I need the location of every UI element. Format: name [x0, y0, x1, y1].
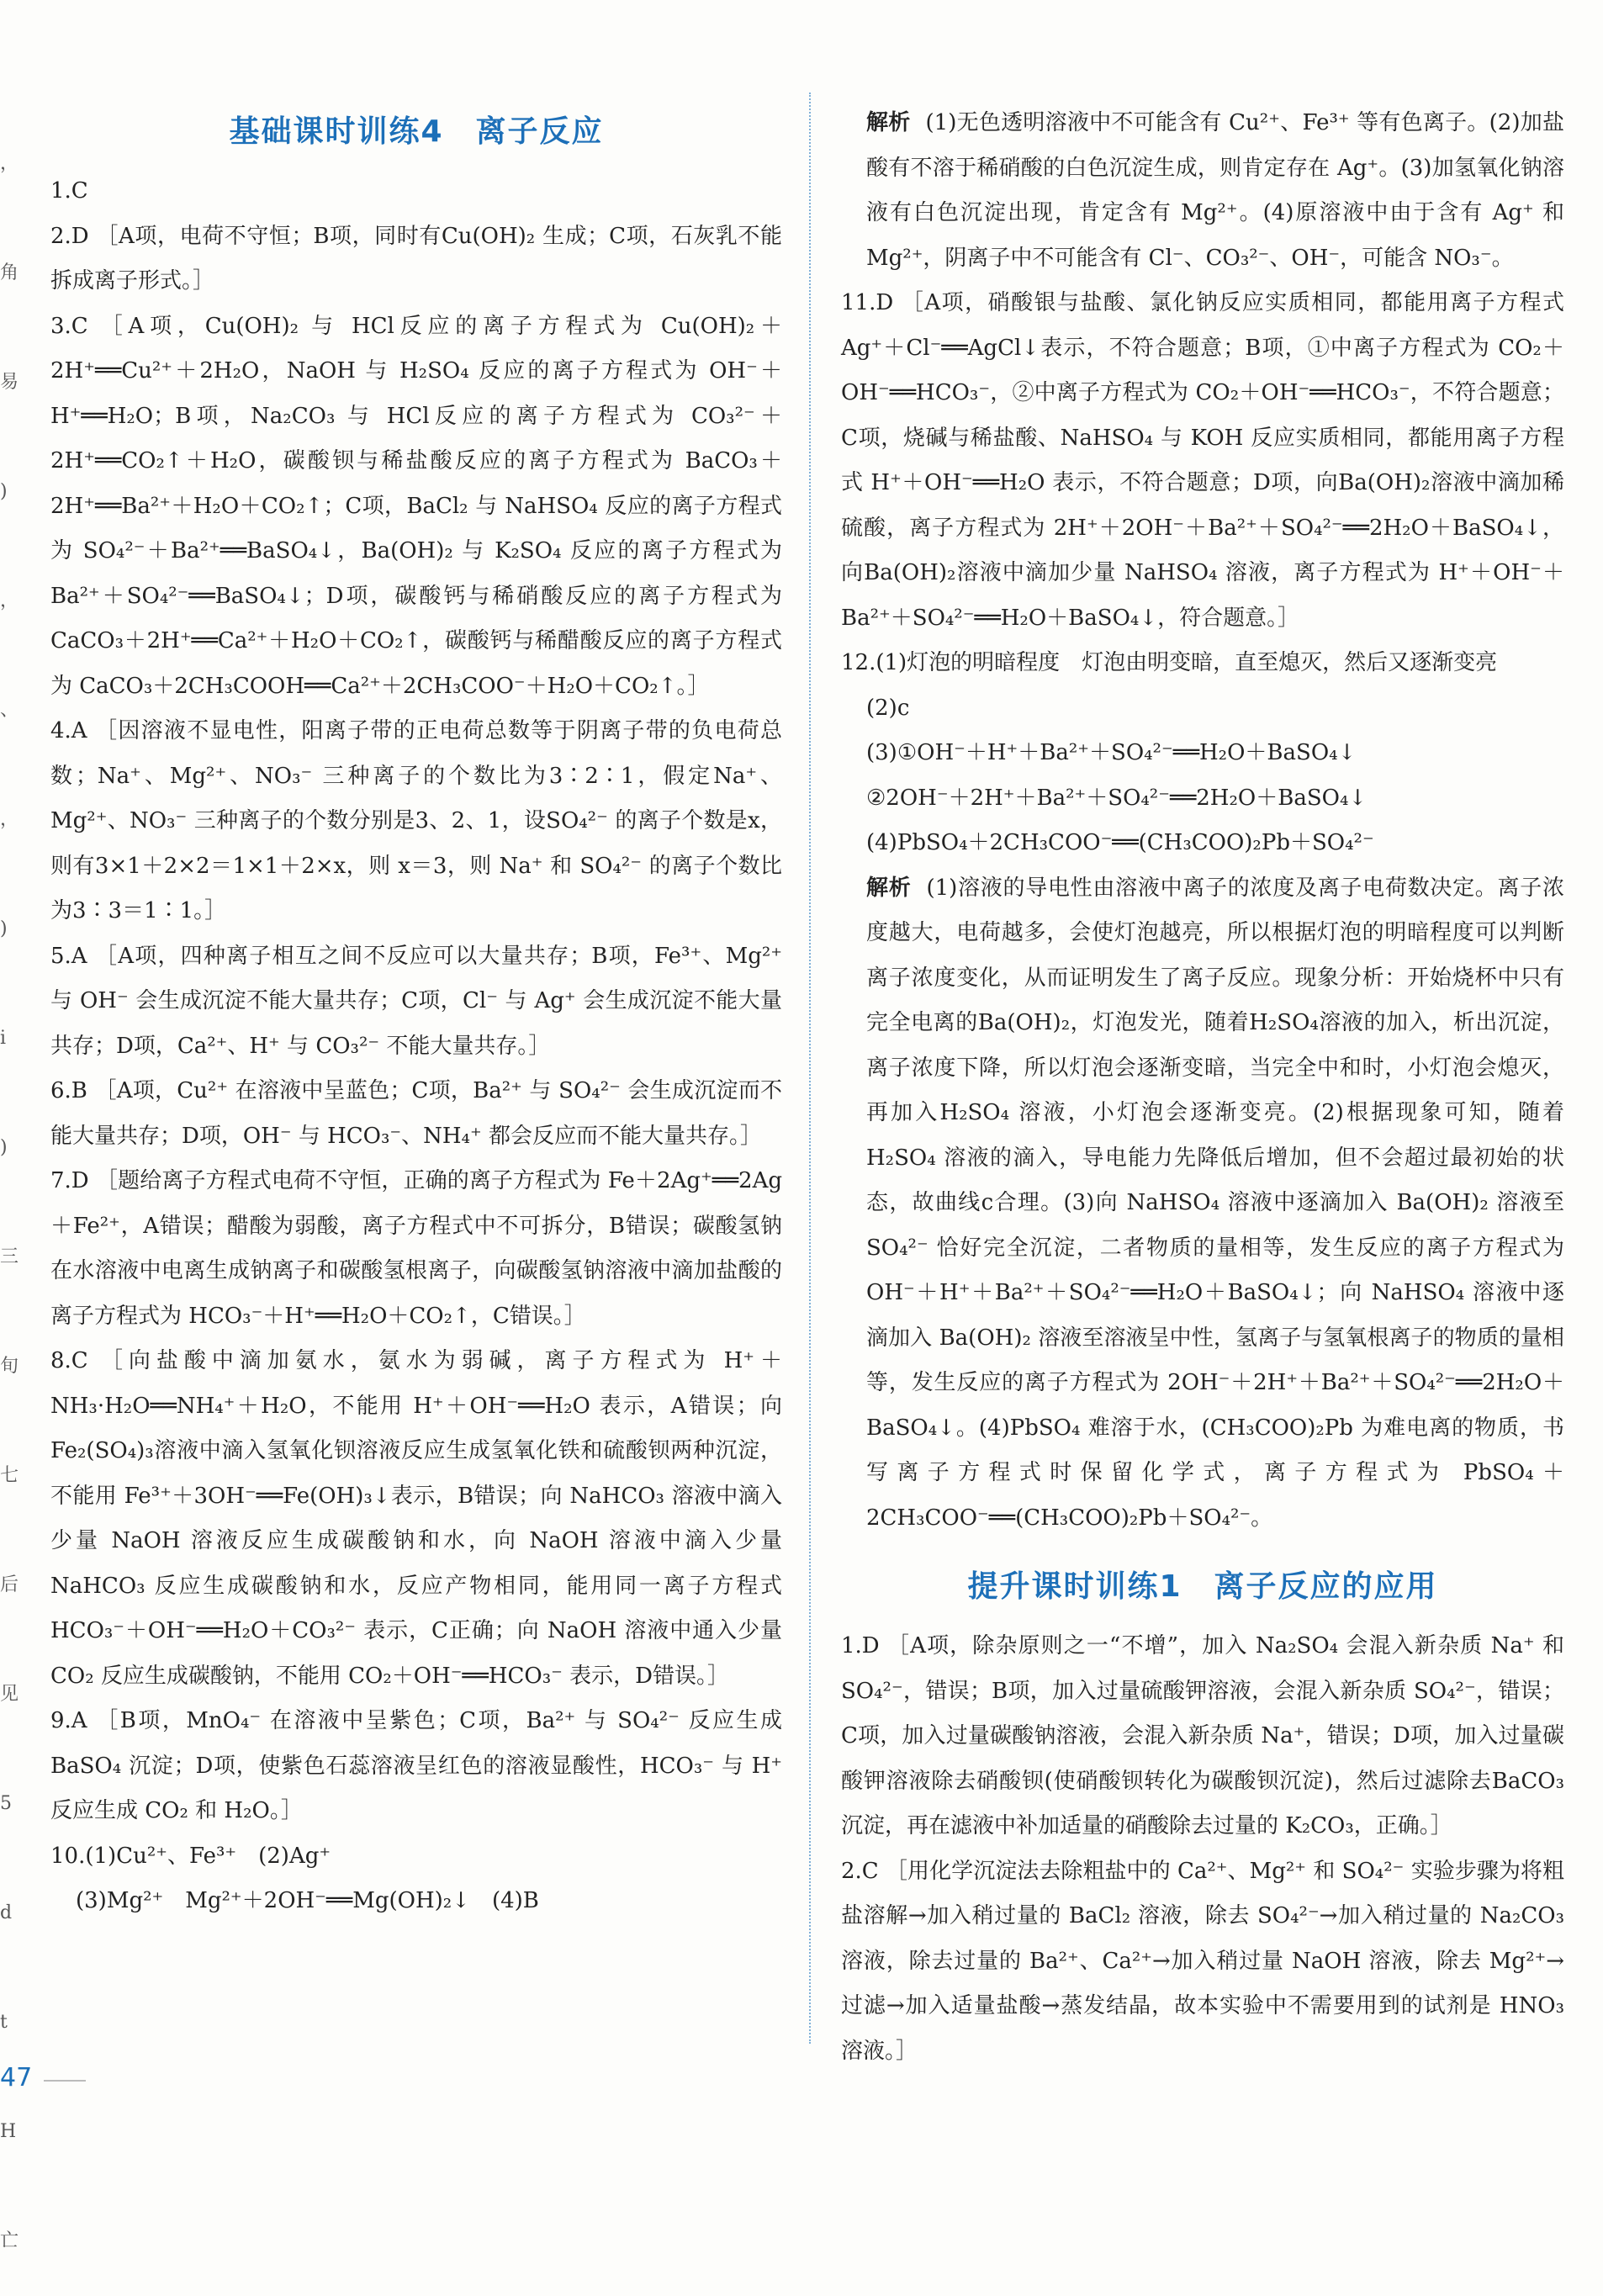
answer-item: 8.C ［向盐酸中滴加氨水，氨水为弱碱，离子方程式为 H⁺＋NH₃·H₂O══NH₄⁺＋H₂O，不能用 H⁺＋OH⁻══H₂O 表示，A错误；向Fe₂(SO₄)₃溶液中滴入氢氧化钡溶液反应生成氢氧化铁和硫酸钡两种沉淀，不能用 Fe³⁺＋3OH⁻══Fe(OH)₃↓表示，B错误；向 NaHCO₃ 溶液中滴入少量 NaOH 溶液反应生成碳酸钠和水，向 NaOH 溶液中滴入少量 NaHCO₃ 反应生成碳酸钠和水，反应产物相同，能用同一离子方程式 HCO₃⁻＋OH⁻══H₂O＋CO₃²⁻ 表示，C正确；向 NaOH 溶液中通入少量 CO₂ 反应生成碳酸钠，不能用 CO₂＋OH⁻══HCO₃⁻ 表示，D错误。］	[50, 1348, 782, 1689]
answer-item: (3)①OH⁻＋H⁺＋Ba²⁺＋SO₄²⁻══H₂O＋BaSO₄↓	[866, 740, 1357, 765]
analysis-q12	[841, 866, 1564, 1542]
answer-item: 12.(1)灯泡的明暗程度 灯泡由明变暗，直至熄灭，然后又逐渐变亮	[841, 650, 1498, 675]
answer-item: 1.D ［A项，除杂原则之一“不增”，加入 Na₂SO₄ 会混入新杂质 Na⁺ 和 SO₄²⁻，错误；B项，加入过量硫酸钾溶液，会混入新杂质 SO₄²⁻，错误；C项，加入过量碳酸钠溶液，会混入新杂质 Na⁺，错误；D项，加入过量碳酸钾溶液除去硝酸钡(使硝酸钡转化为碳酸钡沉淀)，然后过滤除去BaCO₃沉淀，再在滤液中补加适量的硝酸除去过量的 K₂CO₃，正确。］	[841, 1633, 1564, 1838]
answer-item: (4)PbSO₄＋2CH₃COO⁻══(CH₃COO)₂Pb＋SO₄²⁻	[866, 830, 1374, 855]
answer-item: 4.A ［因溶液不显电性，阳离子带的正电荷总数等于阴离子带的负电荷总数；Na⁺、Mg²⁺、NO₃⁻ 三种离子的个数比为3∶2∶1，假定Na⁺、Mg²⁺、NO₃⁻ 三种离子的个数分别是3、2、1，设SO₄²⁻ 的离子个数是x，则有3×1＋2×2＝1×1＋2×x，则 x＝3，则 Na⁺ 和 SO₄²⁻ 的离子个数比为3∶3＝1∶1。］	[50, 718, 782, 923]
left-column	[50, 101, 782, 1924]
analysis-text: (1)溶液的导电性由溶液中离子的浓度及离子电荷数决定。离子浓度越大，电荷越多，会使灯泡越亮，所以根据灯泡的明暗程度可以判断离子浓度变化，从而证明发生了离子反应。现象分析：开始烧杯中只有完全电离的Ba(OH)₂，灯泡发光，随着H₂SO₄溶液的加入，析出沉淀，离子浓度下降，所以灯泡会逐渐变暗，当完全中和时，小灯泡会熄灭，再加入H₂SO₄ 溶液，小灯泡会逐渐变亮。(2)根据现象可知，随着H₂SO₄ 溶液的滴入，导电能力先降低后增加，但不会超过最初始的状态，故曲线c合理。(3)向 NaHSO₄ 溶液中逐滴加入 Ba(OH)₂ 溶液至 SO₄²⁻ 恰好完全沉淀，二者物质的量相等，发生反应的离子方程式为 OH⁻＋H⁺＋Ba²⁺＋SO₄²⁻══H₂O＋BaSO₄↓；向 NaHSO₄ 溶液中逐滴加入 Ba(OH)₂ 溶液至溶液呈中性，氢离子与氢氧根离子的物质的量相等，发生反应的离子方程式为 2OH⁻＋2H⁺＋Ba²⁺＋SO₄²⁻══2H₂O＋BaSO₄↓。(4)PbSO₄ 难溶于水，(CH₃COO)₂Pb 为难电离的物质，书写离子方程式时保留化学式，离子方程式为 PbSO₄＋2CH₃COO⁻══(CH₃COO)₂Pb＋SO₄²⁻。	[866, 875, 1564, 1531]
answer-item: ②2OH⁻＋2H⁺＋Ba²⁺＋SO₄²⁻══2H₂O＋BaSO₄↓	[866, 785, 1368, 811]
column-divider	[809, 93, 811, 2044]
right-column	[841, 101, 1564, 2074]
section-title-basic: 基础课时训练4 离子反应	[229, 114, 604, 149]
page-edge-marks: ， 角 易 ) ， 、 ， ) i ) 三 旬 七 后 见 5 d t H 亡	[0, 153, 19, 2251]
answer-item: 11.D ［A项，硝酸银与盐酸、氯化钠反应实质相同，都能用离子方程式 Ag⁺＋Cl⁻══AgCl↓表示，不符合题意；B项，①中离子方程式为 CO₂＋OH⁻══HCO₃⁻，②中离子方程式为 CO₂＋OH⁻══HCO₃⁻，不符合题意；C项，烧碱与稀盐酸、NaHSO₄ 与 KOH 反应实质相同，都能用离子方程式 H⁺＋OH⁻══H₂O 表示，不符合题意；D项，向Ba(OH)₂溶液中滴加稀硫酸，离子方程式为 2H⁺＋2OH⁻＋Ba²⁺＋SO₄²⁻══2H₂O＋BaSO₄↓，向Ba(OH)₂溶液中滴加少量 NaHSO₄ 溶液，离子方程式为 H⁺＋OH⁻＋Ba²⁺＋SO₄²⁻══H₂O＋BaSO₄↓，符合题意。］	[841, 290, 1564, 631]
analysis-label: 解析	[866, 875, 912, 901]
answer-item: 6.B ［A项，Cu²⁺ 在溶液中呈蓝色；C项，Ba²⁺ 与 SO₄²⁻ 会生成沉淀而不能大量共存；D项，OH⁻ 与 HCO₃⁻、NH₄⁺ 都会反应而不能大量共存。］	[50, 1078, 782, 1149]
analysis-text: (1)无色透明溶液中不可能含有 Cu²⁺、Fe³⁺ 等有色离子。(2)加盐酸有不溶于稀硝酸的白色沉淀生成，则肯定存在 Ag⁺。(3)加氢氧化钠溶液有白色沉淀出现，肯定含有 Mg²⁺。(4)原溶液中由于含有 Ag⁺ 和 Mg²⁺，阴离子中不可能含有 Cl⁻、CO₃²⁻、OH⁻，可能含 NO₃⁻。	[866, 110, 1564, 271]
analysis-label: 解析	[866, 110, 911, 135]
answer-item: 9.A ［B项，MnO₄⁻ 在溶液中呈紫色；C项，Ba²⁺ 与 SO₄²⁻ 反应生成 BaSO₄ 沉淀；D项，使紫色石蕊溶液呈红色的溶液显酸性，HCO₃⁻ 与 H⁺ 反应生成 CO₂ 和 H₂O。］	[50, 1708, 782, 1823]
analysis-q10	[841, 101, 1564, 281]
section-title-advanced: 提升课时训练1 离子反应的应用	[967, 1569, 1438, 1604]
answer-item: 10.(1)Cu²⁺、Fe³⁺ (2)Ag⁺	[50, 1843, 331, 1869]
answer-item: 3.C ［A项，Cu(OH)₂ 与 HCl反应的离子方程式为 Cu(OH)₂＋2H⁺══Cu²⁺＋2H₂O，NaOH 与 H₂SO₄ 反应的离子方程式为 OH⁻＋H⁺══H₂O；B项，Na₂CO₃ 与 HCl反应的离子方程式为 CO₃²⁻＋2H⁺══CO₂↑＋H₂O，碳酸钡与稀盐酸反应的离子方程式为 BaCO₃＋2H⁺══Ba²⁺＋H₂O＋CO₂↑；C项，BaCl₂ 与 NaHSO₄ 反应的离子方程式为 SO₄²⁻＋Ba²⁺══BaSO₄↓，Ba(OH)₂ 与 K₂SO₄ 反应的离子方程式为 Ba²⁺＋SO₄²⁻══BaSO₄↓；D项，碳酸钙与稀硝酸反应的离子方程式为 CaCO₃＋2H⁺══Ca²⁺＋H₂O＋CO₂↑，碳酸钙与稀醋酸反应的离子方程式为 CaCO₃＋2CH₃COOH══Ca²⁺＋2CH₃COO⁻＋H₂O＋CO₂↑。］	[50, 313, 782, 699]
answer-item: (3)Mg²⁺ Mg²⁺＋2OH⁻══Mg(OH)₂↓ (4)B	[76, 1888, 539, 1913]
page-number: 47	[0, 2063, 33, 2092]
page-number-rule	[44, 2080, 86, 2082]
answer-item: 2.D ［A项，电荷不守恒；B项，同时有Cu(OH)₂ 生成；C项，石灰乳不能拆成离子形式。］	[50, 223, 782, 294]
answer-item: 1.C	[50, 178, 88, 204]
answer-item: 5.A ［A项，四种离子相互之间不反应可以大量共存；B项，Fe³⁺、Mg²⁺ 与 OH⁻ 会生成沉淀不能大量共存；C项，Cl⁻ 与 Ag⁺ 会生成沉淀不能大量共存；D项，Ca²⁺、H⁺ 与 CO₃²⁻ 不能大量共存。］	[50, 943, 782, 1059]
answer-item: 7.D ［题给离子方程式电荷不守恒，正确的离子方程式为 Fe＋2Ag⁺══2Ag＋Fe²⁺，A错误；醋酸为弱酸，离子方程式中不可拆分，B错误；碳酸氢钠在水溶液中电离生成钠离子和碳酸氢根离子，向碳酸氢钠溶液中滴加盐酸的离子方程式为 HCO₃⁻＋H⁺══H₂O＋CO₂↑，C错误。］	[50, 1168, 782, 1329]
answer-item: (2)c	[866, 695, 910, 721]
answer-item: 2.C ［用化学沉淀法去除粗盐中的 Ca²⁺、Mg²⁺ 和 SO₄²⁻ 实验步骤为将粗盐溶解→加入稍过量的 BaCl₂ 溶液，除去 SO₄²⁻→加入稍过量的 Na₂CO₃ 溶液，除去过量的 Ba²⁺、Ca²⁺→加入稍过量 NaOH 溶液，除去 Mg²⁺→过滤→加入适量盐酸→蒸发结晶，故本实验中不需要用到的试剂是 HNO₃ 溶液。］	[841, 1858, 1564, 2064]
